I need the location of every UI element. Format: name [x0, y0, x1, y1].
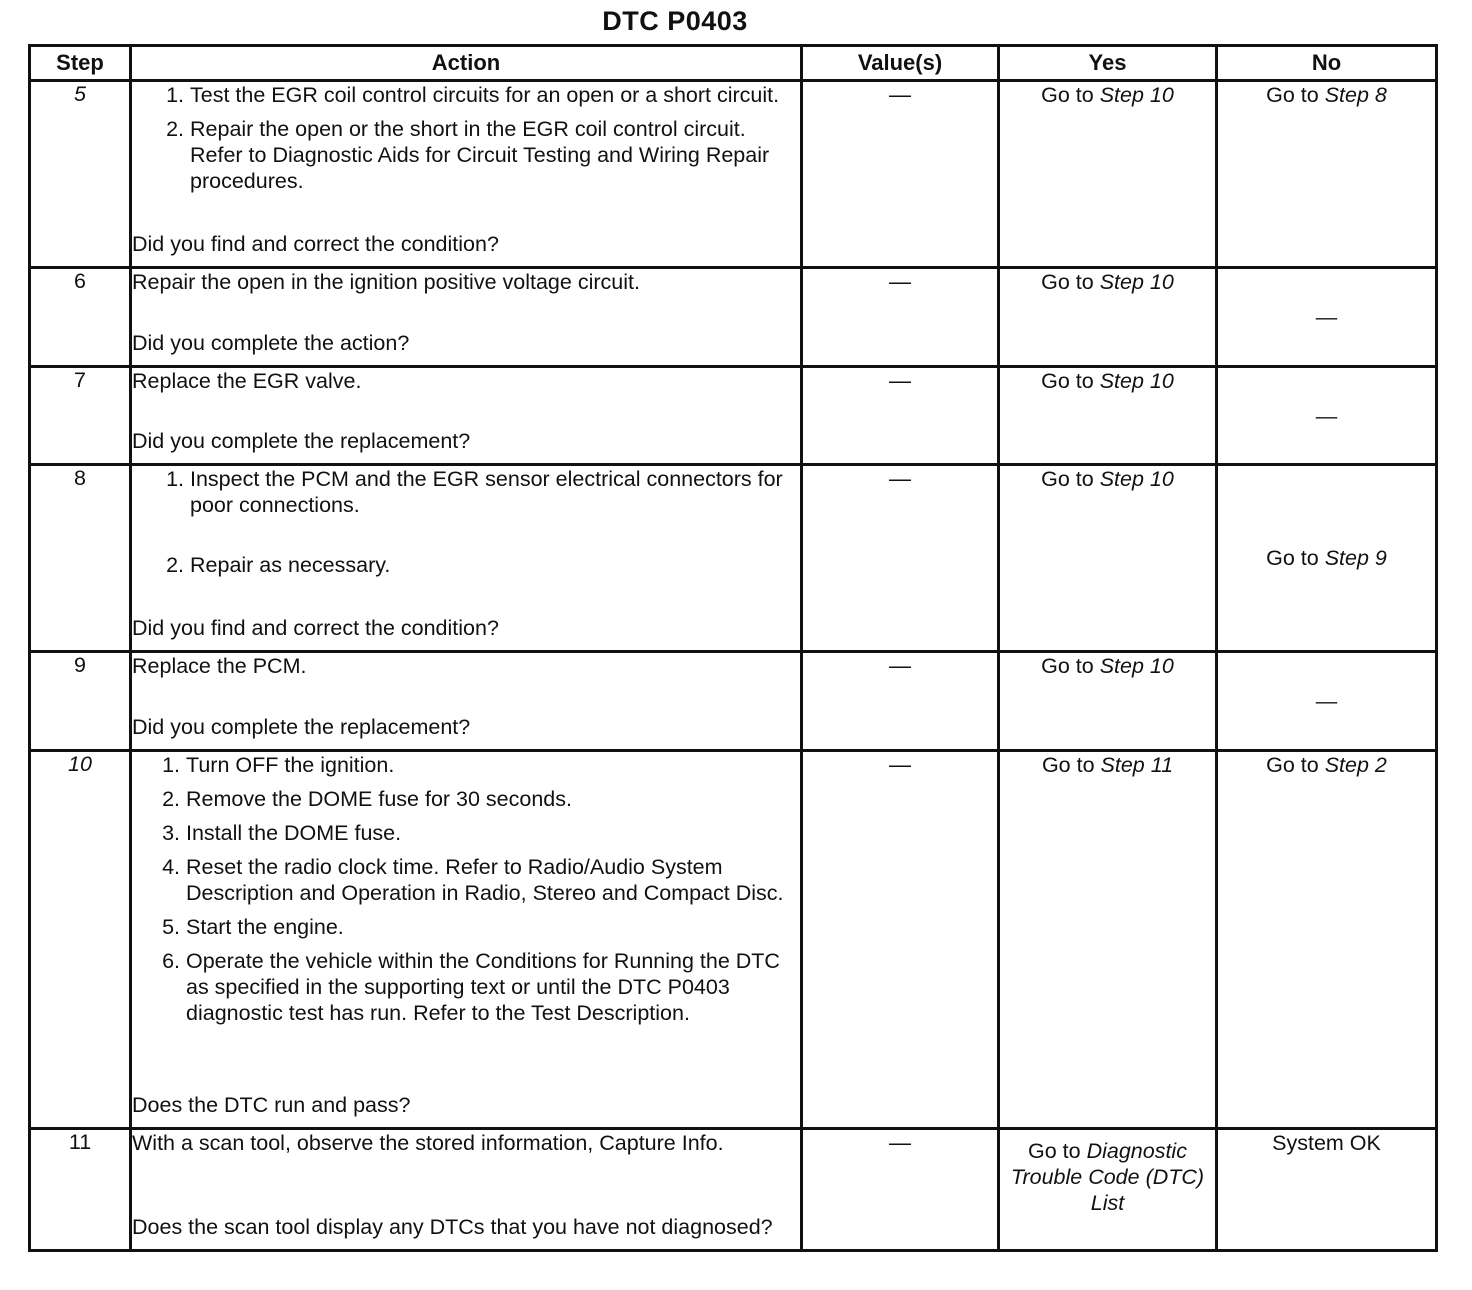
action-item: 6. Operate the vehicle within the Conditions for Running the DTC as specified in the supporting text or until the DTC P0403 diagnostic test has run. Refer to the Test Description.: [186, 948, 800, 1026]
step-number: 6: [30, 268, 131, 367]
step-number: 8: [30, 465, 131, 652]
action-text: Replace the EGR valve.: [132, 369, 362, 393]
action-question: Did you find and correct the condition?: [132, 616, 499, 640]
step-number: 5: [30, 81, 131, 268]
no-step-link[interactable]: Step 9: [1324, 546, 1387, 570]
header-no: No: [1217, 46, 1437, 81]
action-cell: [131, 652, 802, 751]
action-list: [132, 752, 800, 1026]
value-cell: —: [802, 652, 999, 751]
yes-step-link[interactable]: Step 10: [1099, 83, 1174, 107]
table-row: [30, 367, 1437, 465]
action-text: Repair the open in the ignition positive voltage circuit.: [132, 270, 640, 294]
no-cell: [1217, 751, 1437, 1129]
no-step-link[interactable]: Step 8: [1324, 83, 1387, 107]
table-row: [30, 465, 1437, 652]
yes-prefix: Go to: [1041, 369, 1100, 393]
yes-prefix: Go to: [1041, 753, 1101, 777]
yes-step-link[interactable]: Step 10: [1099, 270, 1174, 294]
yes-prefix: Go to: [1028, 1139, 1087, 1163]
action-item: 1. Test the EGR coil control circuits for an open or a short circuit.: [190, 82, 800, 108]
step-number: 9: [30, 652, 131, 751]
yes-prefix: Go to: [1041, 654, 1100, 678]
table-row: [30, 268, 1437, 367]
action-item: 2. Remove the DOME fuse for 30 seconds.: [186, 786, 800, 812]
action-question: Did you complete the replacement?: [132, 429, 471, 453]
yes-step-link[interactable]: Diagnostic Trouble Code (DTC) List: [1010, 1139, 1205, 1215]
action-question: Did you complete the replacement?: [132, 715, 471, 739]
action-item: 2. Repair the open or the short in the EGR coil control circuit. Refer to Diagnostic Aids for Circuit Testing and Wiring Repair procedures.: [190, 116, 800, 194]
no-step-link[interactable]: Step 2: [1324, 753, 1387, 777]
header-row: [30, 46, 1437, 81]
action-list: [132, 82, 800, 202]
yes-prefix: Go to: [1041, 83, 1100, 107]
action-question: Does the scan tool display any DTCs that you have not diagnosed?: [132, 1215, 773, 1239]
yes-prefix: Go to: [1041, 467, 1100, 491]
action-item: 1. Inspect the PCM and the EGR sensor electrical connectors for poor connections.: [190, 466, 800, 518]
action-item: 3. Install the DOME fuse.: [186, 820, 800, 846]
action-question: Did you complete the action?: [132, 331, 410, 355]
action-text: Replace the PCM.: [132, 654, 307, 678]
action-item: 5. Start the engine.: [186, 914, 800, 940]
no-prefix: Go to: [1266, 83, 1325, 107]
action-cell: [131, 367, 802, 465]
no-cell: —: [1217, 268, 1437, 367]
action-item: 4. Reset the radio clock time. Refer to Radio/Audio System Description and Operation in Radio, Stereo and Compact Disc.: [186, 854, 800, 906]
page-title: DTC P0403: [602, 6, 748, 36]
action-text: With a scan tool, observe the stored information, Capture Info.: [132, 1131, 724, 1155]
no-cell: [1217, 81, 1437, 268]
yes-cell: [999, 751, 1217, 1129]
action-cell: [131, 268, 802, 367]
yes-step-link[interactable]: Step 10: [1099, 654, 1174, 678]
yes-cell: [999, 367, 1217, 465]
value-cell: —: [802, 268, 999, 367]
yes-cell: [999, 268, 1217, 367]
value-cell: —: [802, 367, 999, 465]
step-number: 10: [30, 751, 131, 1129]
table-row: [30, 652, 1437, 751]
header-values: Value(s): [802, 46, 999, 81]
yes-cell: [999, 465, 1217, 652]
value-cell: —: [802, 81, 999, 268]
table-row: [30, 81, 1437, 268]
yes-cell: [999, 81, 1217, 268]
yes-step-link[interactable]: Step 11: [1100, 753, 1174, 777]
no-prefix: Go to: [1266, 546, 1325, 570]
diagnostic-table: [28, 44, 1438, 1252]
yes-cell: [999, 1129, 1217, 1251]
table-row: [30, 751, 1437, 1129]
value-cell: —: [802, 465, 999, 652]
value-cell: —: [802, 1129, 999, 1251]
step-number: 7: [30, 367, 131, 465]
yes-step-link[interactable]: Step 10: [1099, 369, 1174, 393]
yes-prefix: Go to: [1041, 270, 1100, 294]
action-cell: [131, 1129, 802, 1251]
action-list: [132, 466, 800, 586]
no-cell: System OK: [1217, 1129, 1437, 1251]
value-cell: —: [802, 751, 999, 1129]
table-row: [30, 1129, 1437, 1251]
header-action: Action: [131, 46, 802, 81]
action-item: 2. Repair as necessary.: [190, 552, 800, 578]
action-question: Does the DTC run and pass?: [132, 1093, 411, 1117]
action-question: Did you find and correct the condition?: [132, 232, 499, 256]
action-cell: [131, 81, 802, 268]
action-item: 1. Turn OFF the ignition.: [186, 752, 800, 778]
yes-cell: [999, 652, 1217, 751]
no-cell: [1217, 465, 1437, 652]
step-number: 11: [30, 1129, 131, 1251]
no-prefix: Go to: [1266, 753, 1325, 777]
no-cell: —: [1217, 367, 1437, 465]
yes-step-link[interactable]: Step 10: [1099, 467, 1174, 491]
header-step: Step: [30, 46, 131, 81]
action-cell: [131, 465, 802, 652]
no-cell: —: [1217, 652, 1437, 751]
action-cell: [131, 751, 802, 1129]
header-yes: Yes: [999, 46, 1217, 81]
